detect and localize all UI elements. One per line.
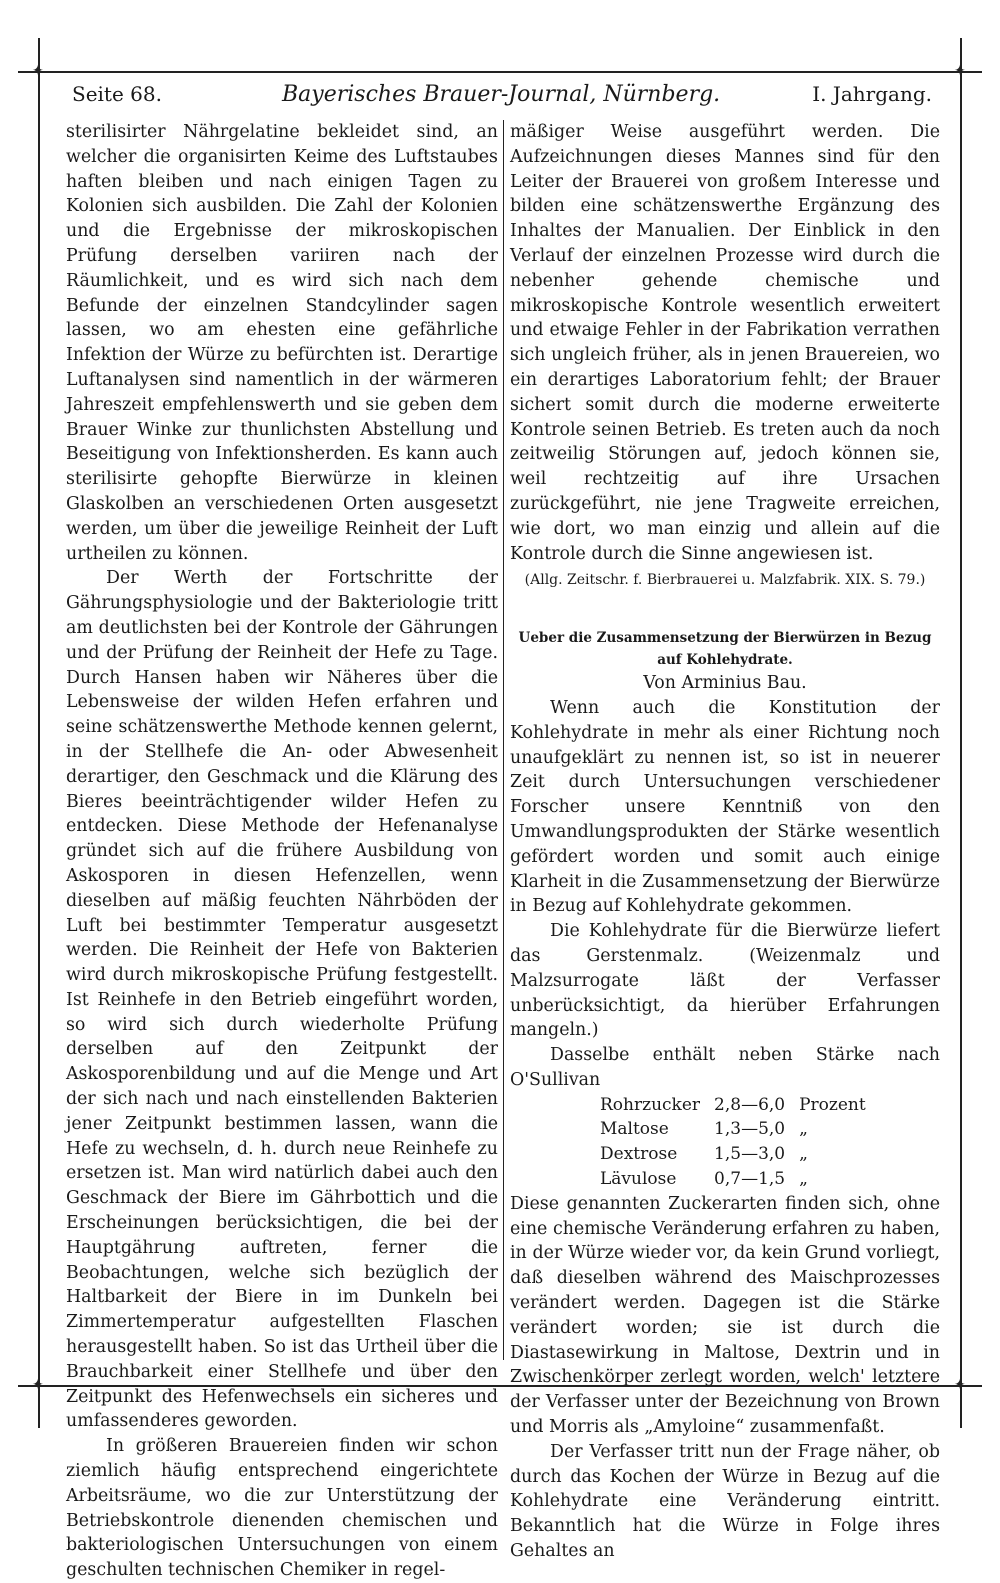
- paragraph: Dasselbe enthält neben Stärke nach O'Sullivan: [510, 1045, 940, 1090]
- table-row: [600, 1142, 880, 1167]
- corner-ornament-icon: ✦: [32, 1377, 44, 1393]
- sugar-unit: „: [799, 1169, 808, 1190]
- journal-title: Bayerisches Brauer-Journal, Nürnberg.: [282, 82, 721, 107]
- page-number: Seite 68.: [72, 82, 162, 106]
- sugar-range: 2,8—6,0: [714, 1094, 786, 1115]
- sugar-name: Lävulose: [600, 1169, 677, 1190]
- corner-ornament-icon: ✦: [32, 63, 44, 79]
- paragraph: In größeren Brauereien finden wir schon ziemlich häufig entsprechend eingerichtete Arbeitsräume, wo die zur Unterstützung der Betriebskontrole dienenden chemischen und bakteriologischen Untersuchungen von einem geschulten technischen Chemiker in regel-: [66, 1436, 498, 1581]
- sugar-unit: Prozent: [799, 1094, 866, 1115]
- table-row: [600, 1117, 880, 1142]
- table-row: [600, 1093, 880, 1118]
- volume-label: I. Jahrgang.: [812, 82, 932, 106]
- top-rule: [18, 71, 982, 73]
- citation: (Allg. Zeitschr. f. Bierbrauerei u. Malzfabrik. XIX. S. 79.): [524, 572, 926, 589]
- corner-ornament-icon: ✦: [954, 63, 966, 79]
- table-row: [600, 1167, 880, 1192]
- paragraph: mäßiger Weise ausgeführt werden. Die Aufzeichnungen dieses Mannes sind für den Leiter der Brauerei von großem Interesse und bilden eine schätzenswerthe Ergänzung des Inhaltes der Manualien. Der Einblick in den Verlauf der einzelnen Prozesse wird durch die nebenher gehende chemische und mikroskopische Kontrole wesentlich erweitert und etwaige Fehler in der Fabrikation verrathen sich ungleich früher, als in jenen Brauereien, wo ein derartiges Laboratorium fehlt; der Brauer sichert somit durch die moderne erweiterte Kontrole seinen Betrieb. Es treten auch da noch zeitweilig Störungen auf, jedoch können sie, weil rechtzeitig auf ihre Ursachen zurückgeführt, nie jene Tragweite erreichen, wie dort, wo man einzig und allein auf die Kontrole durch die Sinne angewiesen ist.: [510, 122, 940, 564]
- sugar-range: 1,3—5,0: [714, 1119, 786, 1140]
- paragraph: Wenn auch die Konstitution der Kohlehydrate in mehr als einer Richtung noch unaufgeklärt zu nennen ist, so ist in neuerer Zeit durch Untersuchungen verschiedener Forscher unsere Kenntniß von den Umwandlungsprodukten der Stärke wesentlich gefördert worden und somit auch einige Klarheit in die Zusammensetzung der Bierwürze in Bezug auf Kohlehydrate gekommen.: [510, 697, 940, 917]
- column-divider: [503, 120, 504, 1360]
- paragraph: Der Werth der Fortschritte der Gährungsphysiologie und der Bakteriologie tritt am deutlichsten bei der Kontrole der Gährungen und der Prüfung der Reinheit der Hefe zu Tage. Durch Hansen haben wir Näheres über die Lebensweise der wilden Hefen erfahren und seine schätzenswerthe Methode kennen gelernt, in der Stellhefe die An- oder Abwesenheit derartiger, den Geschmack und die Klärung des Bieres beeinträchtigender wilder Hefen zu entdecken. Diese Methode der Hefenanalyse gründet sich auf die frühere Ausbildung von Askosporen in diesen Hefenzellen, wenn dieselben auf mäßig feuchten Nährböden der Luft bei bestimmter Temperatur ausgesetzt werden. Die Reinheit der Hefe von Bakterien wird durch mikroskopische Prüfung festgestellt. Ist Reinhefe in den Betrieb eingeführt worden, so wird sich durch wiederholte Prüfung derselben auf den Zeitpunkt der Askosporenbildung und auf die Menge und Art der sich nach und nach einstellenden Bakterien jener Zeitpunkt bestimmen lassen, wann die Hefe zu wechseln, d. h. durch neue Reinhefe zu ersetzen ist. Man wird natürlich dabei auch den Geschmack der Biere im Gährbottich und die Erscheinungen berücksichtigen, die bei der Hauptgährung auftreten, ferner die Beobachtungen, welche sich bezüglich der Haltbarkeit der Biere in im Dunkeln bei Zimmertemperatur aufgestellten Flaschen herausgestellt haben. So ist das Urtheil über die Brauchbarkeit einer Stellhefe und über den Zeitpunkt des Hefenwechsels ein sicheres und umfassenderes geworden.: [66, 568, 498, 1432]
- paragraph: sterilisirter Nährgelatine bekleidet sind, an welcher die organisirten Keime des Luftstaubes haften bleiben und nach einigen Tagen zu Kolonien sich ausbilden. Die Zahl der Kolonien und die Ergebnisse der mikroskopischen Prüfung derselben variiren nach der Räumlichkeit, und es wird sich nach dem Befunde der einzelnen Standcylinder sagen lassen, wo am ehesten eine gefährliche Infektion der Würze zu befürchten ist. Derartige Luftanalysen sind namentlich in der wärmeren Jahreszeit empfehlenswerth und sie geben dem Brauer Winke zur thunlichsten Abstellung und Beseitigung von Infektionsherden. Es kann auch sterilisirte gehopfte Bierwürze in kleinen Glaskolben an verschiedenen Orten ausgesetzt werden, um über die jeweilige Reinheit der Luft urtheilen zu können.: [66, 122, 498, 564]
- paragraph: Diese genannten Zuckerarten finden sich, ohne eine chemische Veränderung erfahren zu haben, in der Würze wieder vor, da kein Grund vorliegt, daß dieselben während des Maischprozesses verändert werden. Dagegen ist die Stärke verändert worden; sie ist durch die Diastasewirkung in Maltose, Dextrin und in Zwischenkörper zerlegt worden, welch' letztere der Verfasser unter der Bezeichnung von Brown und Morris als „Amyloine“ zusammenfaßt.: [510, 1193, 940, 1438]
- sugar-unit: „: [799, 1144, 808, 1165]
- article-author: Von Arminius Bau.: [643, 673, 807, 694]
- left-rule: [38, 38, 40, 1428]
- sugar-range: 1,5—3,0: [714, 1144, 786, 1165]
- paragraph: Der Verfasser tritt nun der Frage näher, ob durch das Kochen der Würze in Bezug auf die Kohlehydrate eine Veränderung eintritt. Bekanntlich hat die Würze in Folge ihres Gehaltes an: [510, 1441, 940, 1562]
- sugar-range: 0,7—1,5: [714, 1169, 786, 1190]
- article-title: Ueber die Zusammensetzung der Bierwürzen in Bezug auf Kohlehydrate.: [518, 630, 932, 669]
- left-column: [66, 120, 498, 1583]
- sugar-composition-table: [600, 1093, 880, 1192]
- corner-ornament-icon: ✦: [954, 1377, 966, 1393]
- paragraph: Die Kohlehydrate für die Bierwürze liefert das Gerstenmalz. (Weizenmalz und Malzsurrogate läßt der Verfasser unberücksichtigt, da hierüber Erfahrungen mangeln.): [510, 921, 940, 1041]
- right-column: [510, 120, 940, 1564]
- sugar-unit: „: [799, 1119, 808, 1140]
- sugar-name: Dextrose: [600, 1144, 678, 1165]
- sugar-name: Rohrzucker: [600, 1094, 701, 1115]
- sugar-name: Maltose: [600, 1119, 669, 1140]
- page-header: [62, 82, 942, 116]
- right-rule: [960, 38, 962, 1428]
